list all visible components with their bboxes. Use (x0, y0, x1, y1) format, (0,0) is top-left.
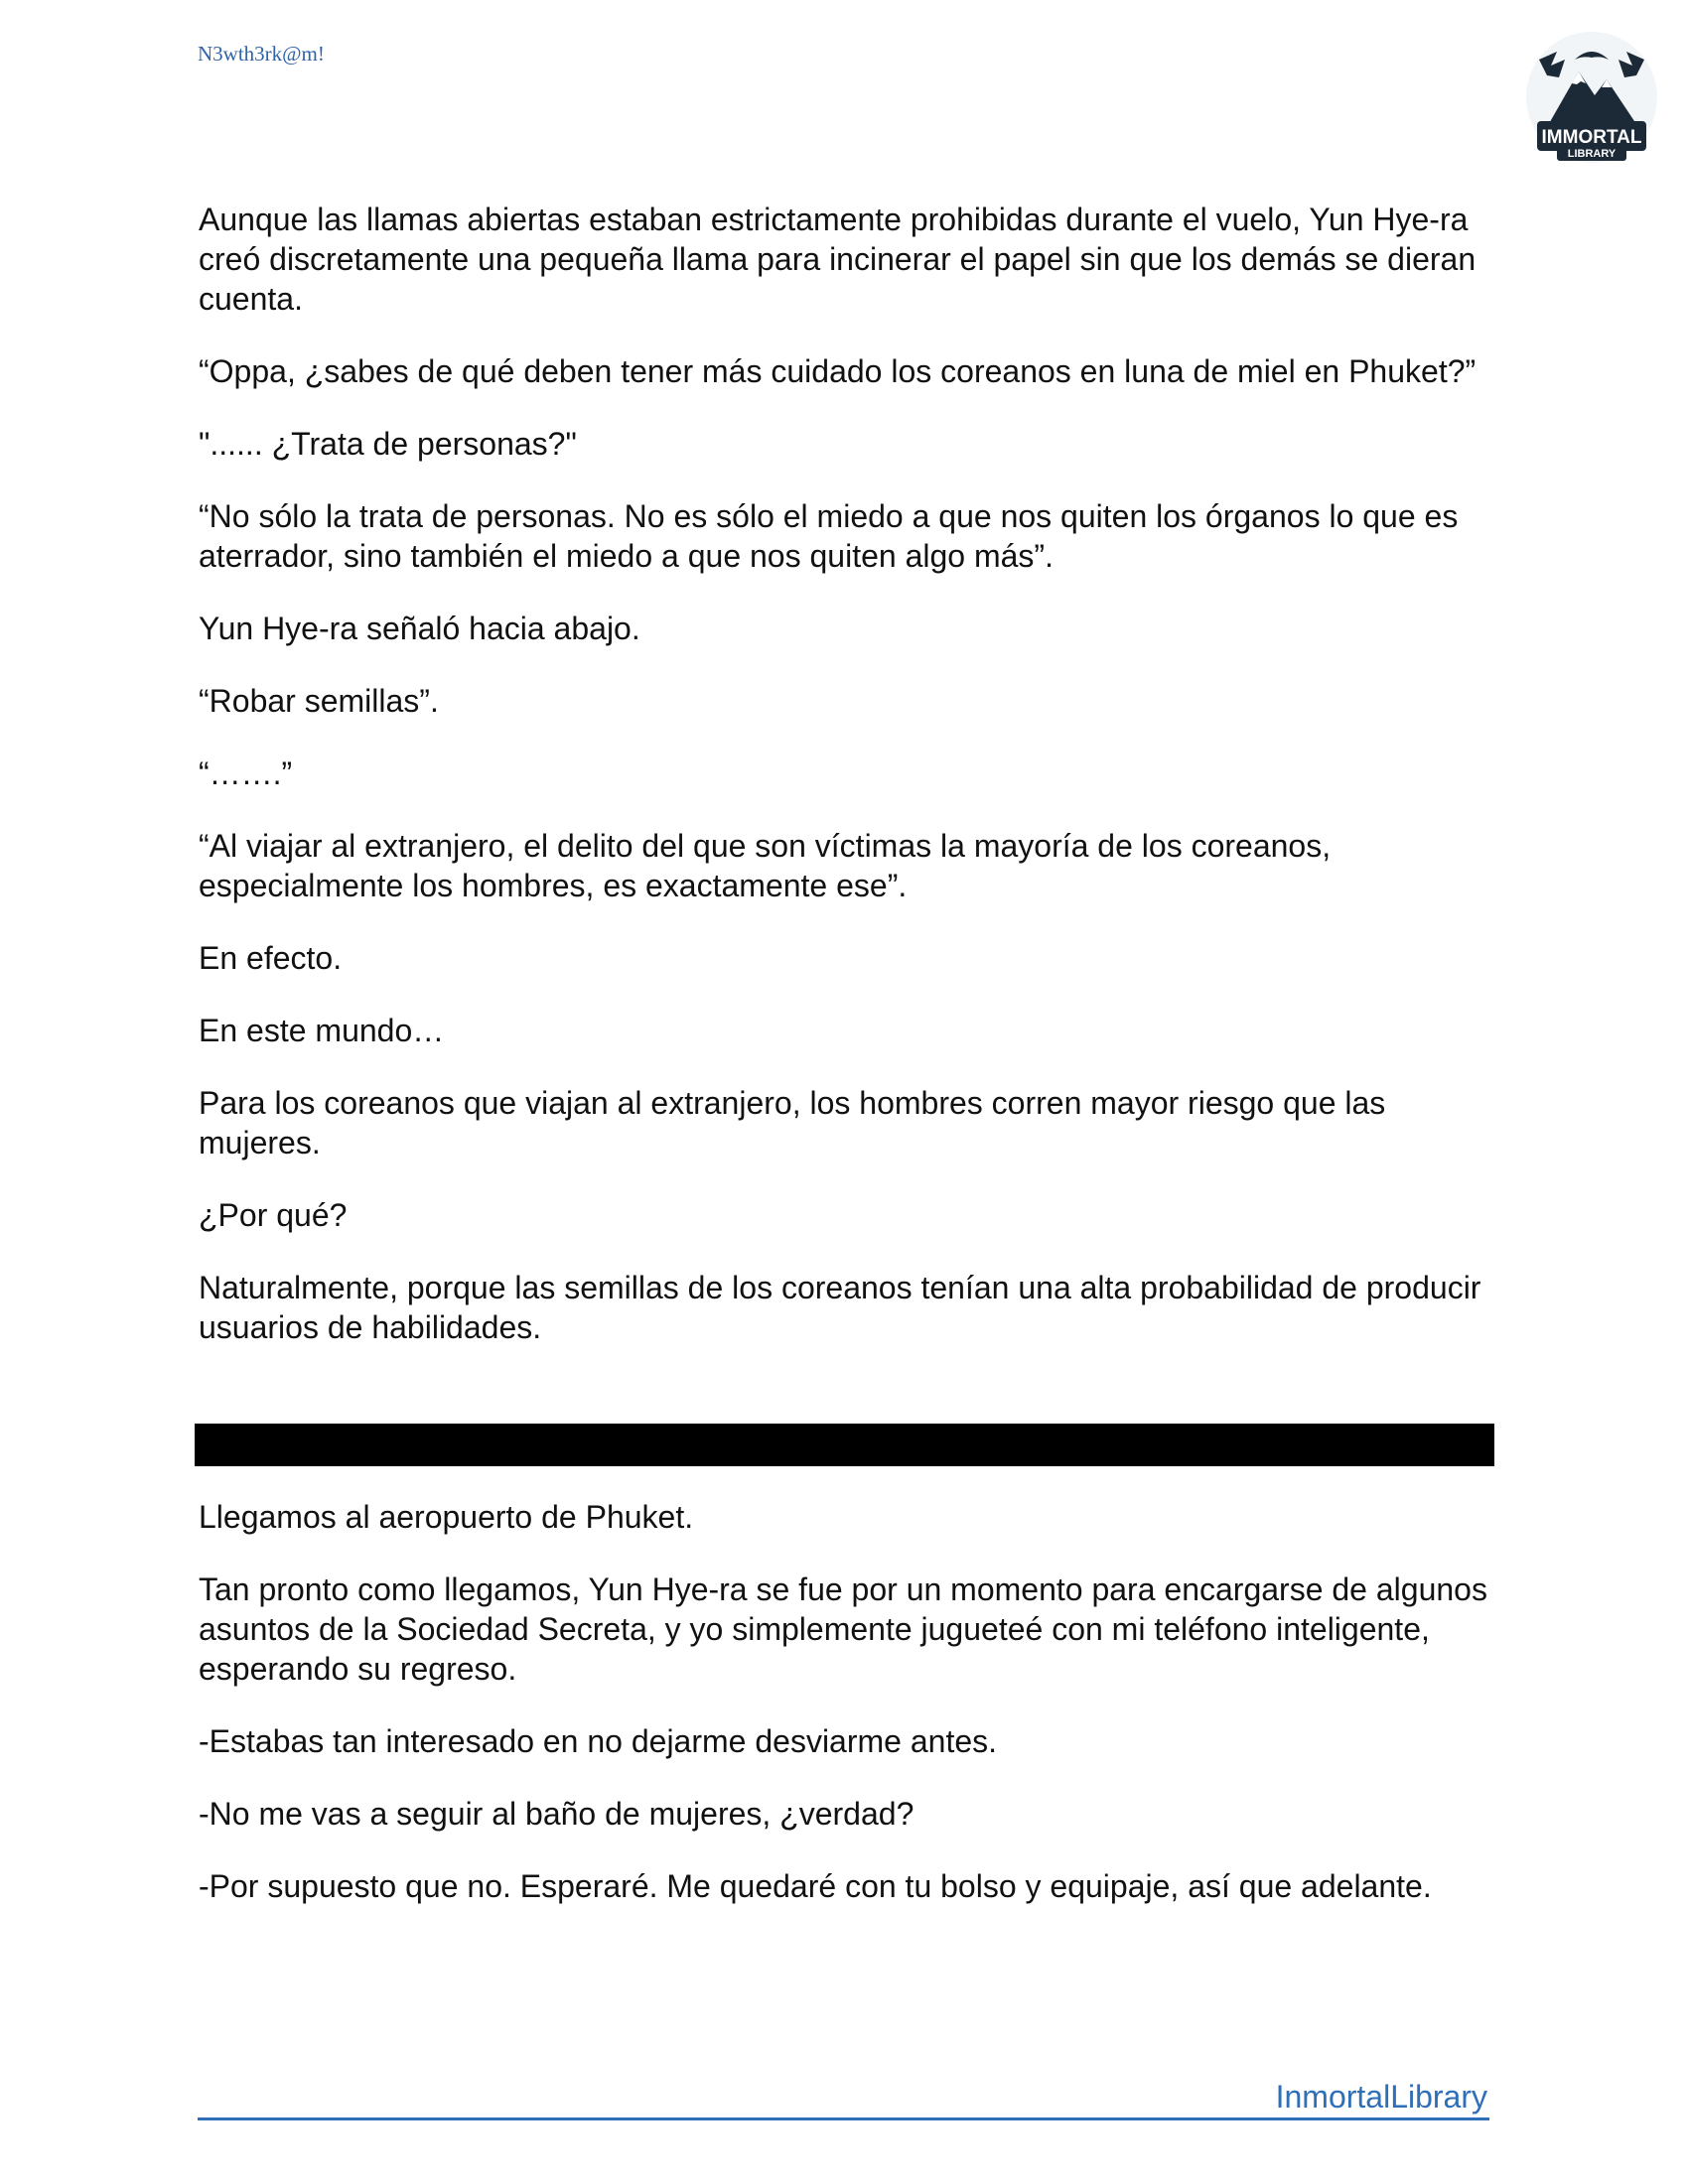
paragraph: -Estabas tan interesado en no dejarme desviarme antes. (199, 1723, 998, 1759)
footer-divider (198, 2117, 1489, 2120)
paragraph: ¿Por qué? (199, 1197, 348, 1233)
paragraph: “Oppa, ¿sabes de qué deben tener más cuidado los coreanos en luna de miel en Phuket?” (199, 353, 1477, 389)
paragraph: "...... ¿Trata de personas?" (199, 426, 577, 462)
paragraph: Naturalmente, porque las semillas de los coreanos tenían una alta probabilidad de producir usuarios de habilidades. (199, 1270, 1481, 1345)
paragraph: En este mundo… (199, 1013, 445, 1048)
footer-library-link[interactable]: InmortalLibrary (1275, 2079, 1487, 2115)
logo-text-library: LIBRARY (1567, 148, 1617, 160)
watermark-text: N3wth3rk@m! (198, 42, 325, 66)
paragraph: “Al viajar al extranjero, el delito del que son víctimas la mayoría de los coreanos, especialmente los hombres, es exactamente ese”. (199, 828, 1332, 903)
scene-break-bar (195, 1424, 1494, 1466)
paragraph: Para los coreanos que viajan al extranjero, los hombres corren mayor riesgo que las mujeres. (199, 1085, 1386, 1160)
paragraph: -No me vas a seguir al baño de mujeres, ¿verdad? (199, 1796, 914, 1832)
paragraph: Tan pronto como llegamos, Yun Hye-ra se fue por un momento para encargarse de algunos asuntos de la Sociedad Secreta, y yo simplemente jugueteé con mi teléfono inteligente, esperando su regreso. (199, 1571, 1487, 1687)
immortal-library-logo (1517, 30, 1666, 169)
paragraph: Aunque las llamas abiertas estaban estrictamente prohibidas durante el vuelo, Yun Hye-ra creó discretamente una pequeña llama para incinerar el papel sin que los demás se dieran cuenta. (199, 202, 1477, 317)
body-text-section-1 (199, 200, 1499, 1380)
paragraph: -Por supuesto que no. Esperaré. Me quedaré con tu bolso y equipaje, así que adelante. (199, 1868, 1432, 1904)
logo-text-immortal: IMMORTAL (1541, 127, 1642, 148)
paragraph: “…….” (199, 755, 293, 791)
body-text-section-2 (199, 1497, 1499, 1939)
paragraph: Llegamos al aeropuerto de Phuket. (199, 1499, 694, 1535)
paragraph: En efecto. (199, 940, 343, 976)
paragraph: “No sólo la trata de personas. No es sólo el miedo a que nos quiten los órganos lo que es aterrador, sino también el miedo a que nos quiten algo más”. (199, 498, 1459, 574)
paragraph: Yun Hye-ra señaló hacia abajo. (199, 611, 640, 646)
paragraph: “Robar semillas”. (199, 683, 439, 719)
